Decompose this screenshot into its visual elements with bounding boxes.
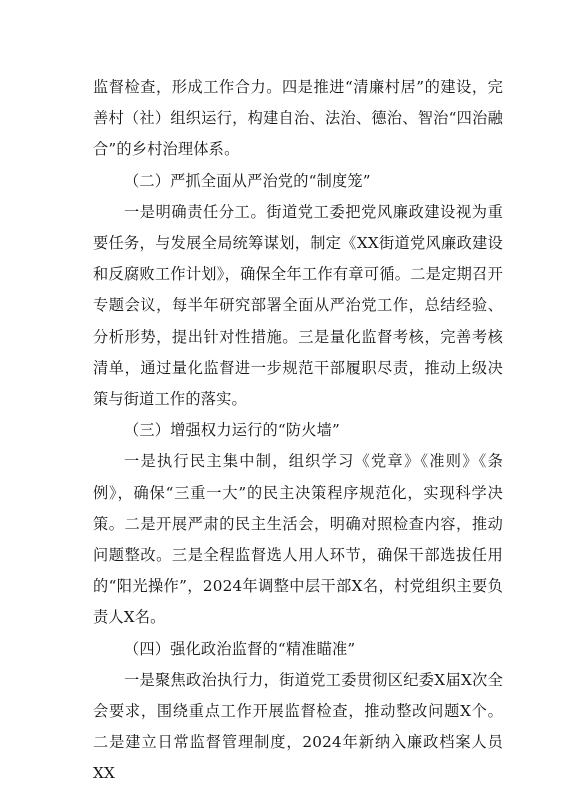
paragraph-continuation: 监督检查，形成工作合力。四是推进“清廉村居”的建设，完善村（社）组织运行，构建自治、法治、德治、智治“四治融合”的乡村治理体系。 xyxy=(93,78,503,159)
section-heading-3: （三）增强权力运行的“防火墙” xyxy=(124,421,340,440)
section-heading-2: （二）严抓全面从严治党的“制度笼” xyxy=(124,171,371,190)
section-heading-4: （四）强化政治监督的“精准瞄准” xyxy=(124,639,356,658)
paragraph-section-2: 一是明确责任分工。街道党工委把党风廉政建设视为重要任务，与发展全局统筹谋划，制定《XX街道党风廉政建设和反腐败工作计划》，确保全年工作有章可循。二是定期召开专题会议，每半年研究部署全面从严治党工作，总结经验、分析形势，提出针对性措施。三是量化监督考核，完善考核清单，通过量化监督进一步规范干部履职尽责，推动上级决策与街道工作的落实。 xyxy=(93,202,503,409)
paragraph-section-3: 一是执行民主集中制，组织学习《党章》《准则》《条例》，确保“三重一大”的民主决策程序规范化，实现科学决策。二是开展严肃的民主生活会，明确对照检查内容，推动问题整改。三是全程监督选人用人环节，确保干部选拔任用的“阳光操作”，2024年调整中层干部X名，村党组织主要负责人X名。 xyxy=(93,452,503,627)
document-body xyxy=(93,72,503,790)
paragraph-section-4: 一是聚焦政治执行力，街道党工委贯彻区纪委X届X次全会要求，围绕重点工作开展监督检查，推动整改问题X个。二是建立日常监督管理制度，2024年新纳入廉政档案人员XX xyxy=(93,670,503,783)
